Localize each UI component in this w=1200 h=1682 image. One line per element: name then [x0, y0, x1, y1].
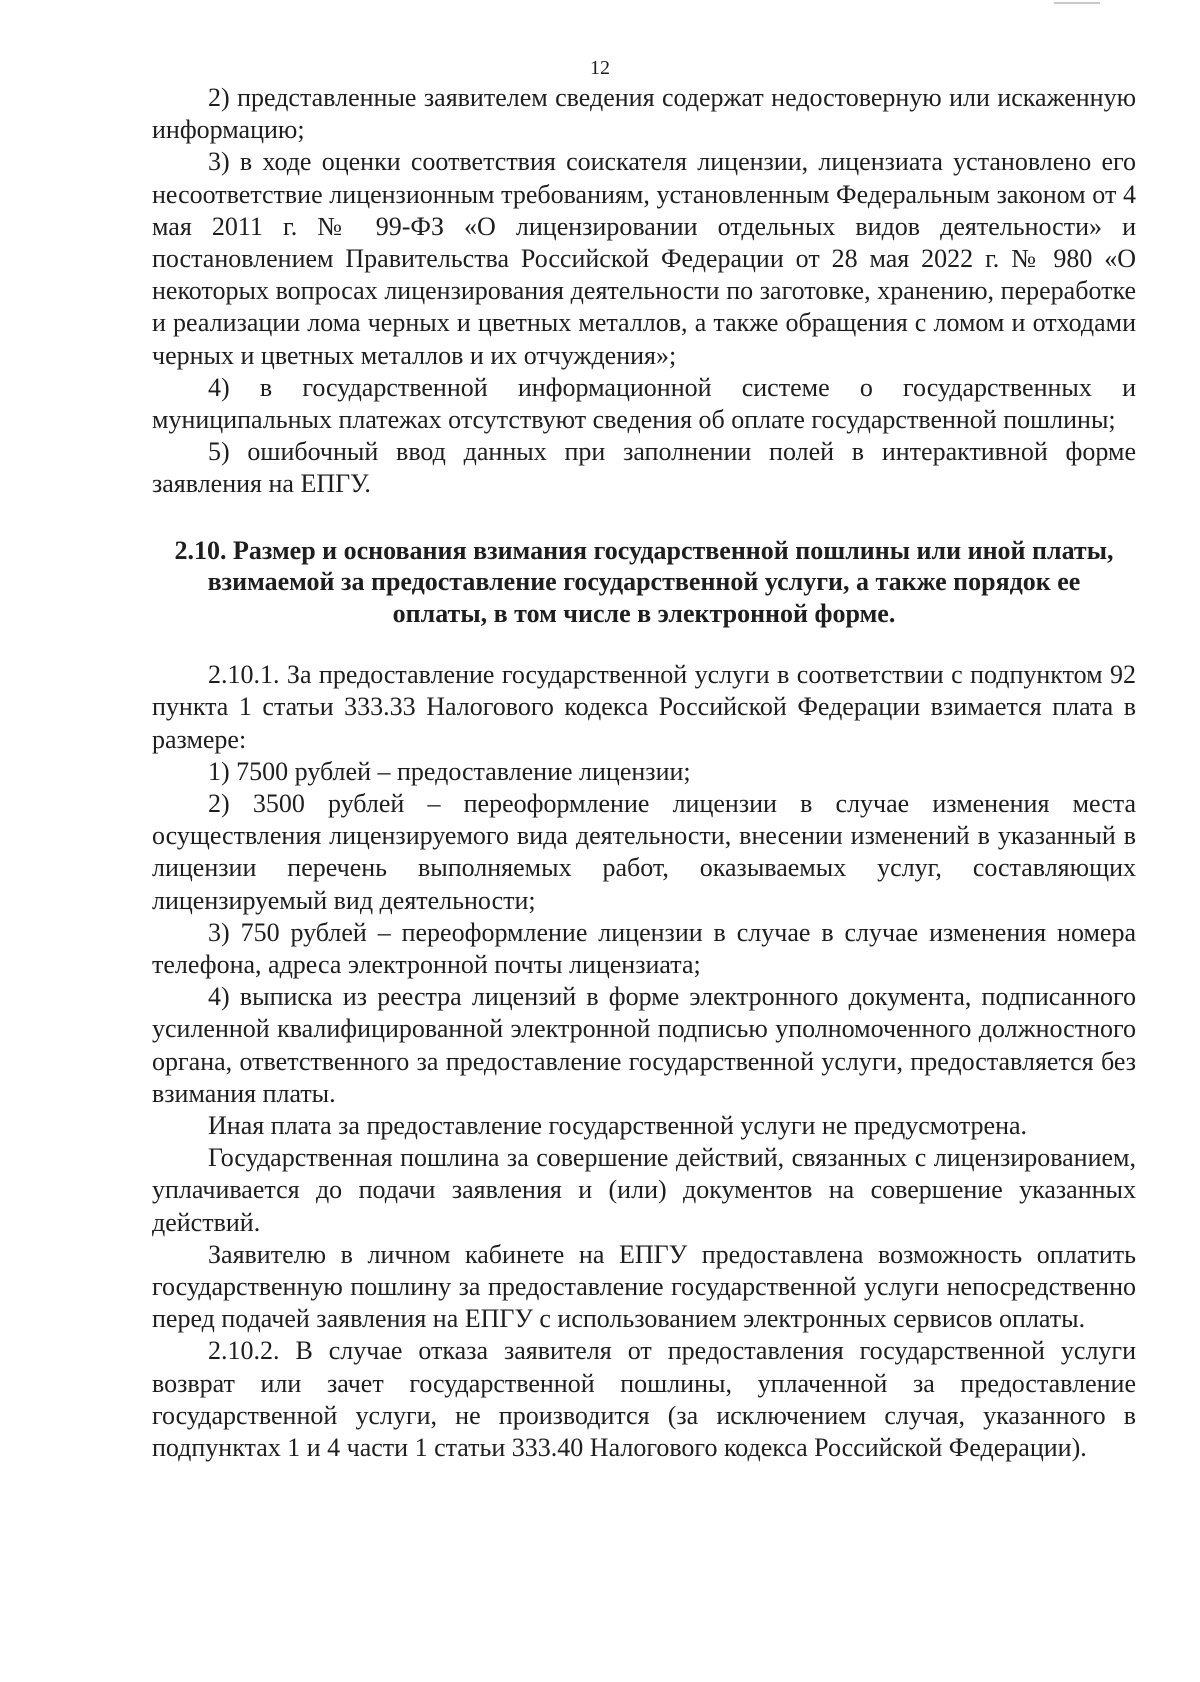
paragraph: 3) в ходе оценки соответствия соискателя лицензии, лицензиата установлено его несоответствие лицензионным требованиям, установленным Федеральным законом от 4 мая 2011 г. № 99-ФЗ «О лицензировании отдельных видов деятельности» и постановлением Правительства Российской Федерации от 28 мая 2022 г. № 980 «О некоторых вопросах лицензирования деятельности по заготовке, хранению, переработке и реализации лома черных и цветных металлов, а также обращения с ломом и отходами черных и цветных металлов и их отчуждения»; — [152, 147, 1136, 370]
paragraph: 3) 750 рублей – переоформление лицензии в случае в случае изменения номера телефона, адреса электронной почты лицензиата; — [152, 917, 1136, 979]
paragraph: 2) представленные заявителем сведения содержат недостоверную или искаженную информацию; — [152, 83, 1136, 145]
paragraph: 4) в государственной информационной системе о государственных и муниципальных платежах отсутствуют сведения об оплате государственной пошлины; — [152, 372, 1136, 435]
paragraph: 2) 3500 рублей – переоформление лицензии в случае изменения места осуществления лицензируемого вида деятельности, внесении изменений в указанный в лицензии перечень выполняемых работ, оказываемых услуг, составляющих лицензируемый вид деятельности; — [152, 788, 1136, 915]
paragraph: 2.10.1. За предоставление государственной услуги в соответствии с подпунктом 92 пункта 1 статьи 333.33 Налогового кодекса Российской Федерации взимается плата в размере: — [152, 660, 1136, 754]
scan-mark — [1054, 2, 1100, 10]
paragraph: 5) ошибочный ввод данных при заполнении полей в интерактивной форме заявления на ЕПГУ. — [152, 437, 1136, 499]
section-heading: 2.10. Размер и основания взимания государственной пошлины или иной платы, взимаемой за предоставление государственной услуги, а также порядок ее оплаты, в том числе в электронной форме. — [174, 535, 1114, 628]
paragraph: Государственная пошлина за совершение действий, связанных с лицензированием, уплачивается до подачи заявления и (или) документов на совершение указанных действий. — [152, 1143, 1136, 1237]
paragraph: 1) 7500 рублей – предоставление лицензии; — [208, 756, 691, 786]
document-body — [152, 82, 1136, 1464]
page-number: 12 — [590, 57, 610, 79]
paragraph: Иная плата за предоставление государственной услуги не предусмотрена. — [208, 1110, 1028, 1140]
paragraph: 4) выписка из реестра лицензий в форме электронного документа, подписанного усиленной квалифицированной электронной подписью уполномоченного должностного органа, ответственного за предоставление государственной услуги, предоставляется без взимания платы. — [152, 982, 1136, 1108]
paragraph: Заявителю в личном кабинете на ЕПГУ предоставлена возможность оплатить государственную пошлину за предоставление государственной услуги непосредственно перед подачей заявления на ЕПГУ с использованием электронных сервисов оплаты. — [152, 1239, 1136, 1334]
paragraph: 2.10.2. В случае отказа заявителя от предоставления государственной услуги возврат или зачет государственной пошлины, уплаченной за предоставление государственной услуги, не производится (за исключением случая, указанного в подпунктах 1 и 4 части 1 статьи 333.40 Налогового кодекса Российской Федерации). — [152, 1336, 1136, 1463]
